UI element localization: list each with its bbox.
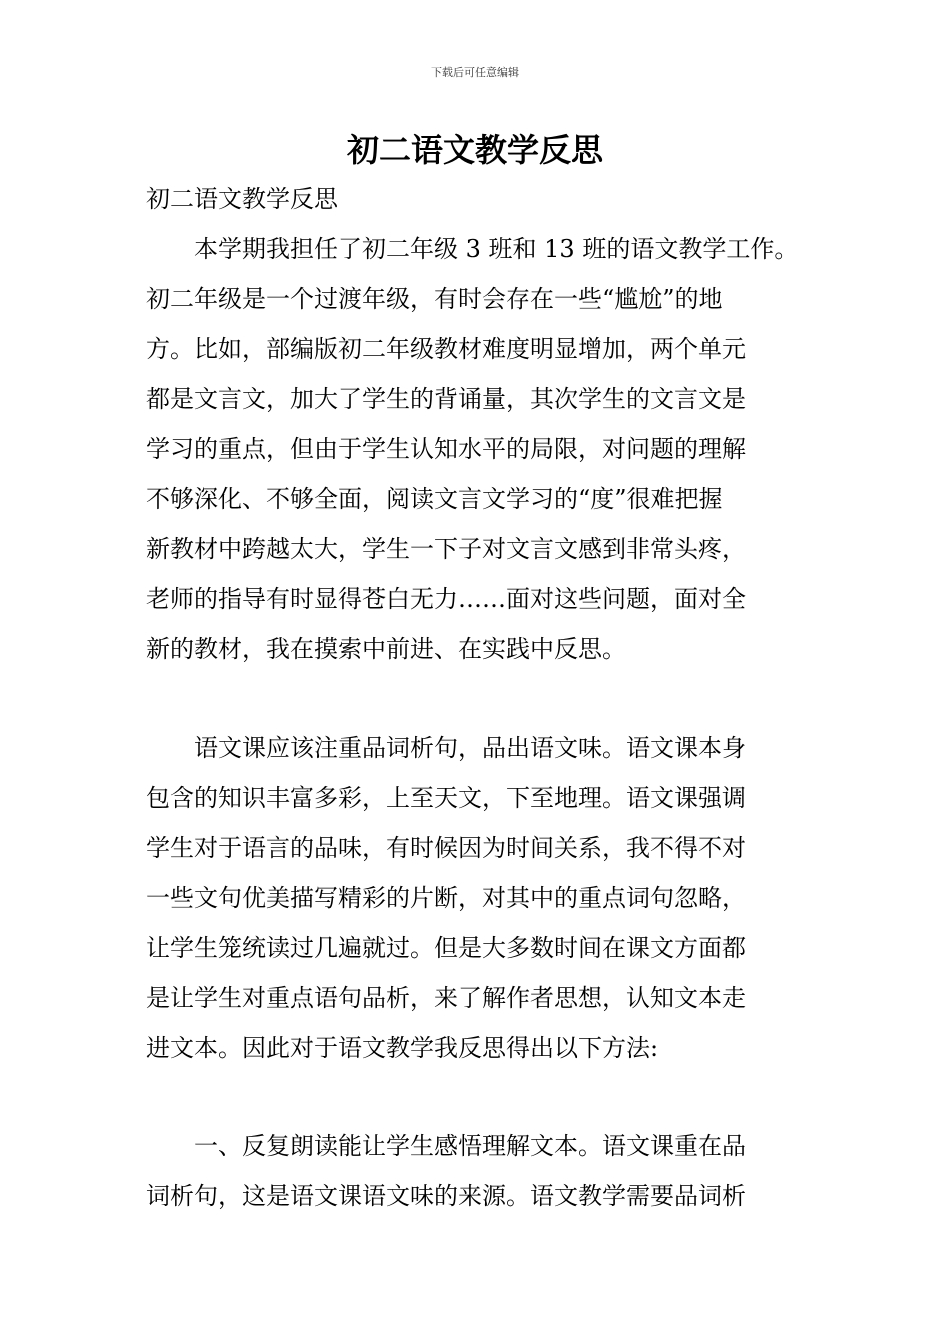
paragraph-line: 一些文句优美描写精彩的片断，对其中的重点词句忽略， — [146, 884, 746, 912]
paragraph-line: 学生对于语言的品味，有时候因为时间关系，我不得不对 — [146, 834, 746, 862]
paragraph-line: 语文课应该注重品词析句，品出语文味。语文课本身 — [194, 734, 746, 762]
document-subtitle: 初二语文教学反思 — [146, 185, 338, 213]
paragraph-line: 新教材中跨越太大，学生一下子对文言文感到非常头疼， — [146, 535, 746, 563]
paragraph-line: 不够深化、不够全面，阅读文言文学习的“度”很难把握 — [146, 485, 723, 513]
paragraph-line: 本学期我担任了初二年级 3 班和 13 班的语文教学工作。 — [194, 235, 799, 263]
paragraph-line: 包含的知识丰富多彩，上至天文，下至地理。语文课强调 — [146, 784, 746, 812]
paragraph-line: 一、反复朗读能让学生感悟理解文本。语文课重在品 — [194, 1132, 746, 1160]
paragraph-line: 让学生笼统读过几遍就过。但是大多数时间在课文方面都 — [146, 934, 746, 962]
paragraph-line: 老师的指导有时显得苍白无力……面对这些问题，面对全 — [146, 585, 746, 613]
paragraph-line: 方。比如，部编版初二年级教材难度明显增加，两个单元 — [146, 335, 746, 363]
paragraph-line: 进文本。因此对于语文教学我反思得出以下方法: — [146, 1034, 659, 1062]
header-note: 下载后可任意编辑 — [431, 66, 519, 79]
paragraph-2 — [146, 723, 810, 1073]
paragraph-line: 学习的重点，但由于学生认知水平的局限，对问题的理解 — [146, 435, 746, 463]
paragraph-line: 新的教材，我在摸索中前进、在实践中反思。 — [146, 635, 626, 663]
document-title: 初二语文教学反思 — [346, 131, 603, 169]
paragraph-line: 是让学生对重点语句品析，来了解作者思想，认知文本走 — [146, 984, 746, 1012]
paragraph-line: 词析句，这是语文课语文味的来源。语文教学需要品词析 — [146, 1182, 746, 1210]
paragraph-1 — [146, 224, 810, 674]
paragraph-3 — [146, 1121, 810, 1221]
paragraph-line: 初二年级是一个过渡年级，有时会存在一些“尴尬”的地 — [146, 285, 723, 313]
paragraph-line: 都是文言文，加大了学生的背诵量，其次学生的文言文是 — [146, 385, 746, 413]
